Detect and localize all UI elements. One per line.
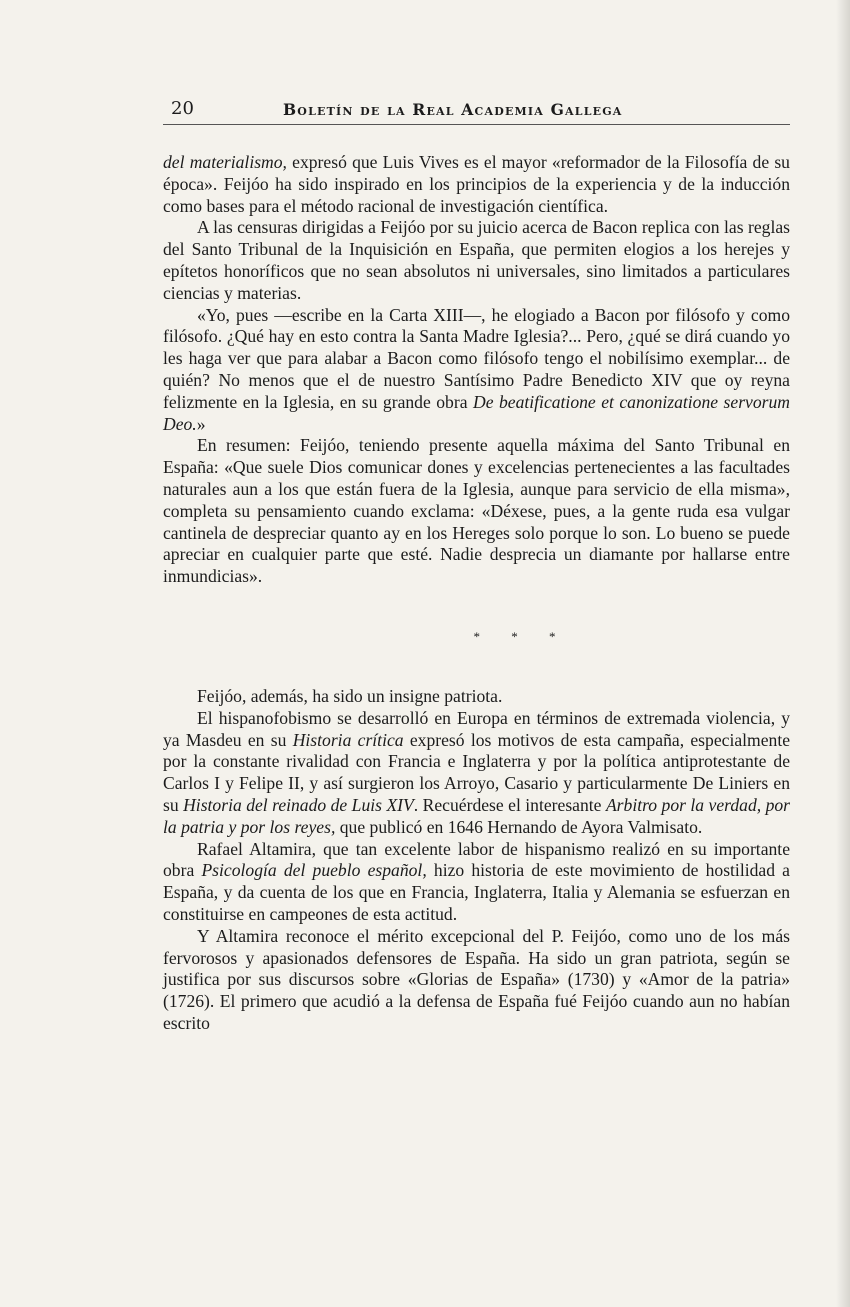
paragraph (163, 305, 790, 436)
text-run: . Recuérdese el interesante (413, 794, 606, 815)
text-run: » (196, 413, 206, 434)
italic-text: De beatificatione et canonizatione servorum Deo. (163, 391, 791, 434)
paragraph (163, 152, 790, 217)
running-title: Boletín de la Real Academia Gallega (283, 100, 623, 119)
italic-text: Historia del reinado de Luis XIV (183, 794, 414, 815)
text-run: que publicó en 1646 Hernando de Ayora Valmisato. (335, 816, 703, 837)
paragraph: En resumen: Feijóo, teniendo presente aquella máxima del Santo Tribunal en España: «Que suele Dios comunicar dones y excelencias pertenecientes a las facultades naturales aun a los que están fuera de la Iglesia, aunque para servicio de ella misma», completa su pensamiento cuando exclama: «Déxese, pues, a la gente ruda esa vulgar cantinela de despreciar quanto ay en los Hereges solo porque lo son. Lo bueno se puede apreciar en cualquier parte que esté. Nadie desprecia un diamante por hallarse entre inmundicias». (163, 435, 790, 587)
page-header (163, 98, 790, 125)
paragraph (163, 708, 790, 839)
italic-text: Psicología del pueblo español, (201, 860, 427, 881)
italic-text: del materialismo, (163, 152, 287, 172)
text-run: Rafael Altamira, que tan excelente labor de hispanismo realizó en su importante obra (163, 838, 790, 881)
italic-text: Arbitro por la verdad, por la patria y por los reyes, (163, 794, 791, 837)
paragraph (163, 839, 790, 926)
text-run: «Yo, pues —escribe en la Carta XIII—, he elogiado a Bacon por filósofo y como filósofo. ¿Qué hay en esto contra la Santa Madre Iglesia?... Pero, ¿qué se dirá cuando yo les haga ver que para alabar a Bacon como filósofo tengo el nobilísimo exemplar... de quién? No menos que el de nuestro Santísimo Padre Benedicto XIV que oy reyna felizmente en la Iglesia, en su grande obra (163, 304, 790, 412)
text-run: expresó que Luis Vives es el mayor «reformador de la Filosofía de su época». Feijóo ha sido inspirado en los principios de la experiencia y de la inducción como bases para el método racional de investigación científica. (163, 152, 790, 216)
paragraph: Y Altamira reconoce el mérito excepcional del P. Feijóo, como uno de los más fervorosos y apasionados defensores de España. Ha sido un gran patriota, según se justifica por sus discursos sobre «Glorias de España» (1730) y «Amor de la patria» (1726). El primero que acudió a la defensa de España fué Feijóo cuando aun no habían escrito (163, 925, 790, 1033)
text-run: El hispanofobismo se desarrolló en Europa en términos de extremada violencia, y ya Masdeu en su (163, 707, 790, 750)
page-edge-shadow (836, 0, 850, 1307)
italic-text: Historia crítica (292, 729, 404, 750)
section-break: * * * (473, 628, 570, 644)
paragraph: Feijóo, además, ha sido un insigne patriota. (197, 685, 503, 706)
page-number: 20 (171, 98, 194, 119)
paragraph: A las censuras dirigidas a Feijóo por su juicio acerca de Bacon replica con las reglas del Santo Tribunal de la Inquisición en España, que permiten elogios a los herejes y epítetos honoríficos que no sean absolutos ni universales, sino limitados a particulares ciencias y materias. (163, 217, 790, 303)
body-text (163, 152, 790, 1035)
text-run: hizo historia de este movimiento de hostilidad a España, y da cuenta de los que en Francia, Inglaterra, Italia y Alemania se esfuerzan en constituirse en campeones de esta actitud. (163, 860, 790, 924)
text-run: expresó los motivos de esta campaña, especialmente por la constante rivalidad con Francia e Inglaterra y por la política antiprotestante de Carlos I y Felipe II, y así surgieron los Arroyo, Casario y particularmente De Liniers en su (163, 729, 791, 815)
